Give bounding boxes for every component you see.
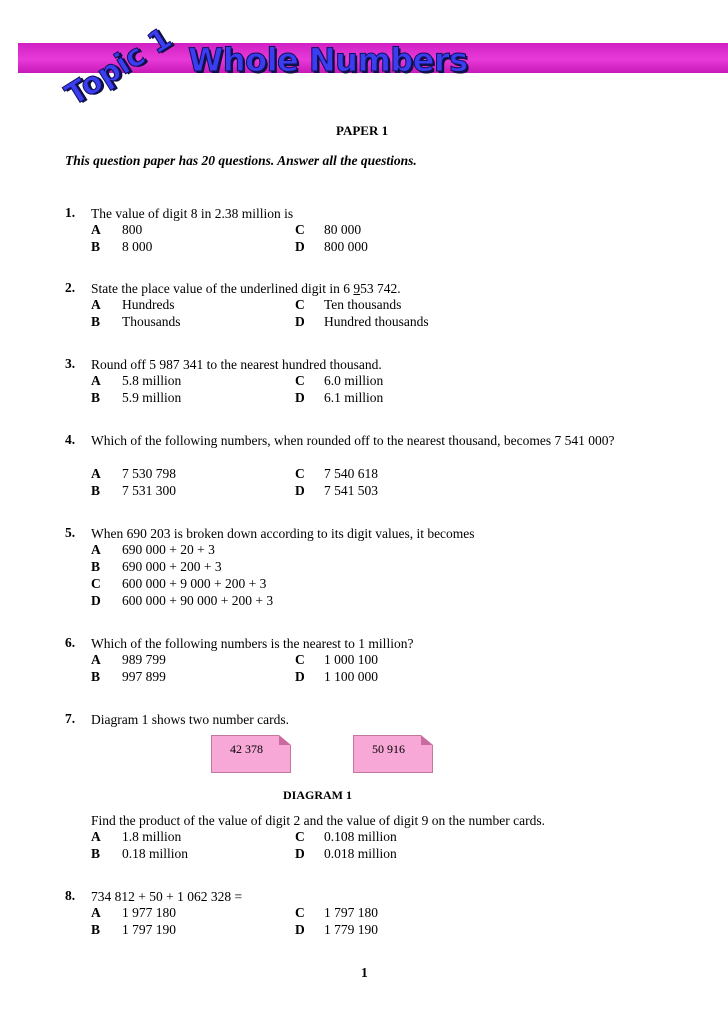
option-text: 1 000 100 (324, 652, 378, 667)
option-letter: D (295, 239, 305, 254)
option-text: 8 000 (122, 239, 153, 254)
option-letter: B (91, 483, 101, 498)
option-text: 690 000 + 20 + 3 (122, 542, 215, 557)
option-letter: C (295, 652, 305, 667)
option-letter: C (295, 466, 305, 481)
question-number: 4. (65, 432, 76, 447)
option-letter: A (91, 829, 101, 844)
question-number: 3. (65, 356, 76, 371)
option-letter: A (91, 222, 101, 237)
option-letter: A (91, 373, 101, 388)
option-text: Ten thousands (324, 297, 402, 312)
option-letter: D (91, 593, 101, 608)
option-letter: A (91, 652, 101, 667)
question-number: 7. (65, 711, 76, 726)
option-text: 1 797 180 (324, 905, 378, 920)
option-letter: B (91, 390, 101, 405)
number-card (353, 735, 433, 773)
option-text: 0.018 million (324, 846, 397, 861)
paper-title: PAPER 1 (336, 123, 389, 138)
option-text: Hundreds (122, 297, 175, 312)
option-letter: D (295, 314, 305, 329)
option-letter: A (91, 905, 101, 920)
option-letter: B (91, 922, 101, 937)
card-folded-corner (279, 735, 291, 745)
question-number: 6. (65, 635, 76, 650)
question-text: Which of the following numbers, when rounded off to the nearest thousand, becomes 7 541 000? (91, 433, 615, 448)
card-folded-corner (421, 735, 433, 745)
question-text: Which of the following numbers is the nearest to 1 million? (91, 636, 414, 651)
option-text: 1 100 000 (324, 669, 378, 684)
question-text: When 690 203 is broken down according to its digit values, it becomes (91, 526, 475, 541)
option-letter: C (295, 297, 305, 312)
option-text: 0.108 million (324, 829, 397, 844)
option-letter: C (91, 576, 101, 591)
option-letter: D (295, 390, 305, 405)
question-followup-text: Find the product of the value of digit 2 and the value of digit 9 on the number cards. (91, 813, 546, 828)
option-letter: D (295, 846, 305, 861)
underlined-digit: 9 (353, 281, 361, 296)
question-number: 1. (65, 205, 76, 220)
option-letter: B (91, 669, 101, 684)
option-letter: C (295, 829, 305, 844)
question-text: 734 812 + 50 + 1 062 328 = (91, 889, 243, 904)
question-text-part: 53 742. (360, 281, 401, 296)
option-text: 7 530 798 (122, 466, 176, 481)
option-letter: A (91, 466, 101, 481)
option-letter: C (295, 905, 305, 920)
number-card-value: 42 378 (230, 742, 263, 756)
option-letter: A (91, 542, 101, 557)
option-text: 7 540 618 (324, 466, 378, 481)
option-text: 6.1 million (324, 390, 384, 405)
option-letter: B (91, 559, 101, 574)
page-number: 1 (361, 965, 368, 980)
option-text: Thousands (122, 314, 181, 329)
option-letter: C (295, 373, 305, 388)
option-letter: B (91, 846, 101, 861)
option-text: Hundred thousands (324, 314, 429, 329)
instructions: This question paper has 20 questions. Answer all the questions. (65, 153, 417, 168)
option-text: 1 779 190 (324, 922, 378, 937)
option-text: 1 977 180 (122, 905, 176, 920)
question-text (91, 280, 661, 297)
option-letter: D (295, 922, 305, 937)
option-text: 800 (122, 222, 143, 237)
option-text: 6.0 million (324, 373, 384, 388)
number-card-value: 50 916 (372, 742, 405, 756)
option-text: 1.8 million (122, 829, 182, 844)
option-text: 800 000 (324, 239, 368, 254)
question-text: Diagram 1 shows two number cards. (91, 712, 289, 727)
question-text: The value of digit 8 in 2.38 million is (91, 206, 294, 221)
topic-number-label: Topic 1 (59, 20, 179, 113)
option-letter: D (295, 483, 305, 498)
option-letter: C (295, 222, 305, 237)
option-text: 600 000 + 9 000 + 200 + 3 (122, 576, 267, 591)
question-text: Round off 5 987 341 to the nearest hundred thousand. (91, 357, 382, 372)
question-number: 8. (65, 888, 76, 903)
number-card (211, 735, 291, 773)
option-text: 5.8 million (122, 373, 182, 388)
question-text-part: State the place value of the underlined digit in 6 (91, 281, 354, 296)
diagram-caption: DIAGRAM 1 (283, 788, 352, 802)
question-number: 5. (65, 525, 76, 540)
option-letter: D (295, 669, 305, 684)
option-letter: A (91, 297, 101, 312)
option-text: 5.9 million (122, 390, 182, 405)
topic-title: Whole Numbers (188, 41, 468, 79)
option-text: 7 531 300 (122, 483, 176, 498)
option-text: 997 899 (122, 669, 166, 684)
option-text: 690 000 + 200 + 3 (122, 559, 222, 574)
option-letter: B (91, 239, 101, 254)
option-text: 600 000 + 90 000 + 200 + 3 (122, 593, 274, 608)
option-text: 989 799 (122, 652, 166, 667)
question-number: 2. (65, 280, 76, 295)
option-text: 1 797 190 (122, 922, 176, 937)
option-letter: B (91, 314, 101, 329)
option-text: 7 541 503 (324, 483, 378, 498)
option-text: 0.18 million (122, 846, 189, 861)
option-text: 80 000 (324, 222, 362, 237)
